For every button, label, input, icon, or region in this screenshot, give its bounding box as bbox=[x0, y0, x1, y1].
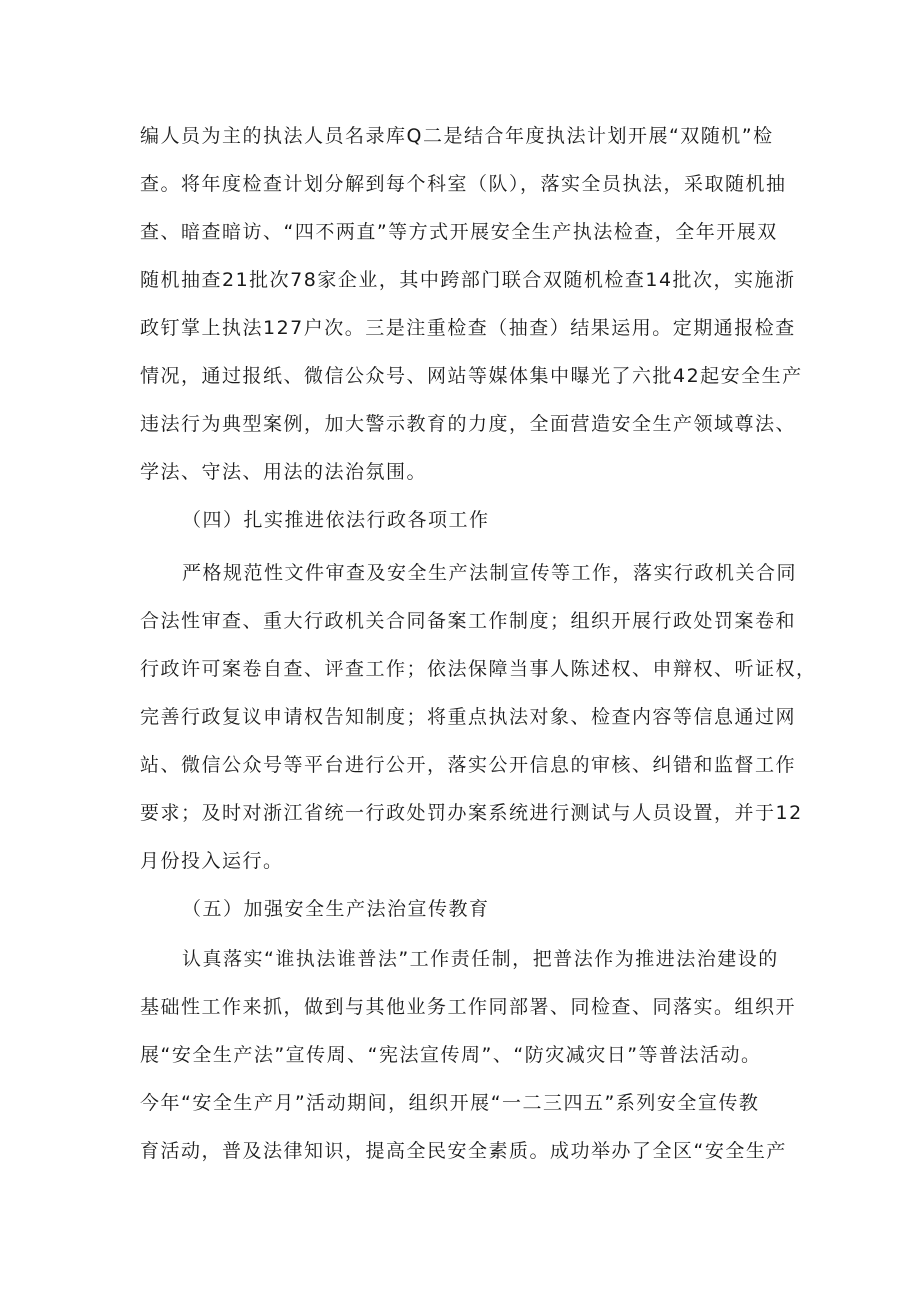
paragraph-line: 行政许可案卷自查、评查工作；依法保障当事人陈述权、申辩权、听证权， bbox=[140, 658, 817, 680]
paragraph-line: 违法行为典型案例，加大警示教育的力度，全面营造安全生产领域尊法、 bbox=[140, 413, 797, 435]
paragraph-line: 学法、守法、用法的法治氛围。 bbox=[140, 461, 428, 483]
paragraph-line: 编人员为主的执法人员名录库Q二是结合年度执法计划开展“双随机”检 bbox=[140, 125, 774, 147]
section-heading-4: （四）扎实推进依法行政各项工作 bbox=[182, 509, 490, 531]
paragraph-line: 查、暗查暗访、“四不两直”等方式开展安全生产执法检查，全年开展双 bbox=[140, 221, 778, 243]
paragraph-line: 完善行政复议申请权告知制度；将重点执法对象、检查内容等信息通过网 bbox=[140, 706, 797, 728]
paragraph-line: 基础性工作来抓，做到与其他业务工作同部署、同检查、同落实。组织开 bbox=[140, 996, 797, 1018]
paragraph-line: 认真落实“谁执法谁普法”工作责任制，把普法作为推进法治建设的 bbox=[182, 948, 779, 970]
paragraph-line: 今年“安全生产月”活动期间，组织开展“一二三四五”系列安全宣传教 bbox=[140, 1092, 760, 1114]
paragraph-line: 情况，通过报纸、微信公众号、网站等媒体集中曝光了六批42起安全生产 bbox=[140, 365, 803, 387]
paragraph-line: 查。将年度检查计划分解到每个科室（队），落实全员执法，采取随机抽 bbox=[140, 173, 787, 195]
paragraph-line: 政钉掌上执法127户次。三是注重检查（抽查）结果运用。定期通报检查 bbox=[140, 317, 796, 339]
paragraph-line: 展“安全生产法”宣传周、“宪法宣传周”、“防灾减灾日”等普法活动。 bbox=[140, 1044, 762, 1066]
paragraph-line: 育活动，普及法律知识，提高全民安全素质。成功举办了全区“安全生产 bbox=[140, 1140, 787, 1162]
paragraph-line: 月份投入运行。 bbox=[140, 850, 284, 872]
paragraph-line: 合法性审查、重大行政机关合同备案工作制度；组织开展行政处罚案卷和 bbox=[140, 610, 797, 632]
paragraph-line: 严格规范性文件审查及安全生产法制宣传等工作，落实行政机关合同 bbox=[182, 562, 798, 584]
section-heading-5: （五）加强安全生产法治宣传教育 bbox=[182, 898, 490, 920]
paragraph-line: 站、微信公众号等平台进行公开，落实公开信息的审核、纠错和监督工作 bbox=[140, 754, 797, 776]
paragraph-line: 随机抽查21批次78家企业，其中跨部门联合双随机检查14批次，实施浙 bbox=[140, 269, 796, 291]
paragraph-line: 要求；及时对浙江省统一行政处罚办案系统进行测试与人员设置，并于12 bbox=[140, 802, 803, 824]
